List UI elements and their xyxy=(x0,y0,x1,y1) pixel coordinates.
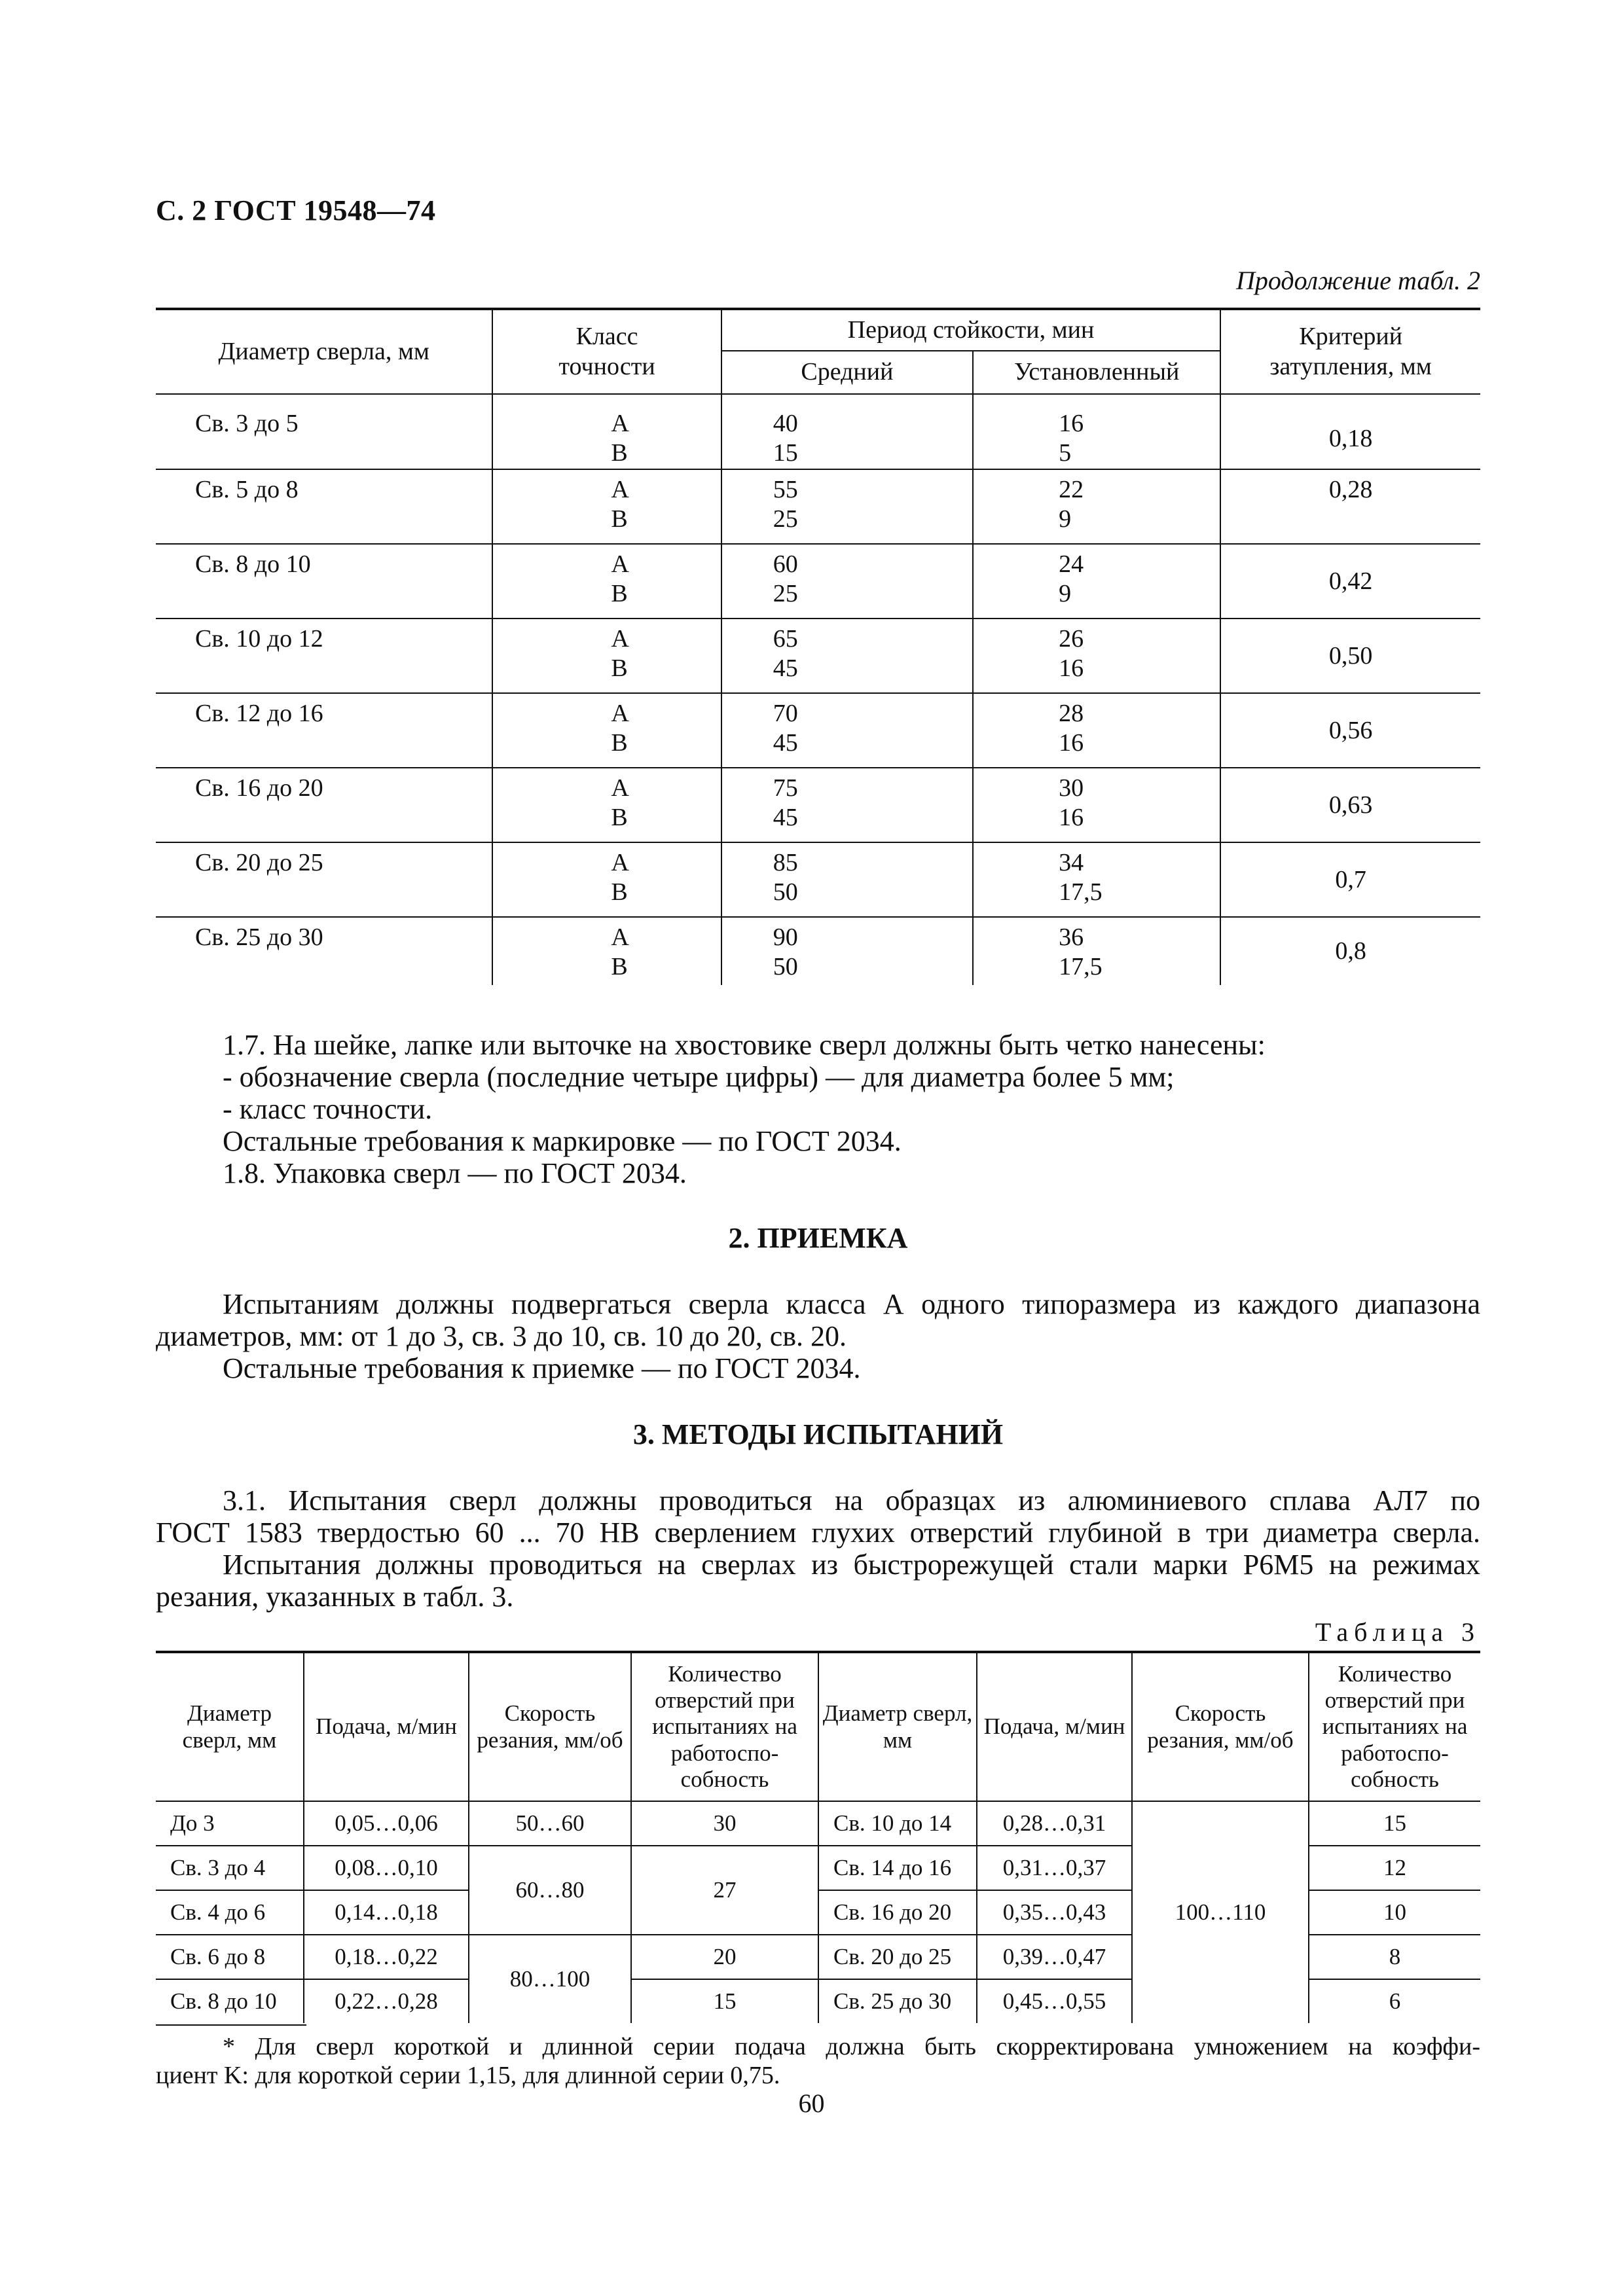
cell-average: 90 50 xyxy=(721,917,973,985)
cell-average: 55 25 xyxy=(721,469,973,544)
header-count-right: Количество отверстий при испытаниях на работоспо-собность xyxy=(1309,1652,1480,1801)
table-row xyxy=(156,842,1480,917)
cell-criterion: 0,56 xyxy=(1220,693,1480,768)
cell-speed-right: 100…110 xyxy=(1132,1801,1309,2023)
cell-count-right: 12 xyxy=(1309,1846,1480,1890)
header-class: Класс точности xyxy=(492,309,721,394)
cell-count: 27 xyxy=(631,1846,818,1935)
cell-established: 16 5 xyxy=(973,394,1220,469)
cell-count-right: 6 xyxy=(1309,1979,1480,2023)
header-period: Период стойкости, мин xyxy=(721,309,1221,351)
cell-feed: 0,22…0,28 xyxy=(304,1979,469,2023)
cell-criterion: 0,7 xyxy=(1220,842,1480,917)
section-3-text xyxy=(156,1484,1480,1613)
cell-criterion: 0,63 xyxy=(1220,768,1480,842)
cell-feed: 0,08…0,10 xyxy=(304,1846,469,1890)
table-row xyxy=(156,619,1480,693)
header-established: Установленный xyxy=(973,351,1220,394)
cell-diameter: Св. 16 до 20 xyxy=(156,768,492,842)
header-average: Средний xyxy=(721,351,973,394)
cell-average: 40 15 xyxy=(721,394,973,469)
cell-diameter: Св. 12 до 16 xyxy=(156,693,492,768)
cell-feed: 0,14…0,18 xyxy=(304,1890,469,1935)
table-row xyxy=(156,544,1480,619)
cell-diameter: Св. 5 до 8 xyxy=(156,469,492,544)
cell-diameter: Св. 3 до 5 xyxy=(156,394,492,469)
para-acceptance-1-cont: диаметров, мм: от 1 до 3, св. 3 до 10, св. 10 до 20, св. 20. xyxy=(156,1320,847,1352)
table-row xyxy=(156,768,1480,842)
footnote-line-1: * Для сверл короткой и длинной серии подача должна быть скорректирована умножением на коэффи- xyxy=(223,2033,1480,2060)
para-3-2-cont: резания, указанных в табл. 3. xyxy=(156,1581,514,1613)
cell-established: 28 16 xyxy=(973,693,1220,768)
cell-diameter: Св. 4 до 6 xyxy=(156,1890,304,1935)
cell-class: А В xyxy=(492,544,721,619)
footnote xyxy=(156,2032,1480,2090)
cell-count-right: 15 xyxy=(1309,1801,1480,1846)
cell-criterion: 0,50 xyxy=(1220,619,1480,693)
cell-criterion: 0,8 xyxy=(1220,917,1480,985)
cell-diameter-right: Св. 16 до 20 xyxy=(818,1890,977,1935)
header-count: Количество отверстий при испытаниях на работоспо-собность xyxy=(631,1652,818,1801)
cell-criterion: 0,28 xyxy=(1220,469,1480,544)
table-row xyxy=(156,917,1480,985)
cell-criterion: 0,42 xyxy=(1220,544,1480,619)
cell-speed: 60…80 xyxy=(469,1846,631,1935)
header-diameter: Диаметр сверла, мм xyxy=(156,309,492,394)
cell-diameter: Св. 3 до 4 xyxy=(156,1846,304,1890)
list-item-designation: - обозначение сверла (последние четыре цифры) — для диаметра более 5 мм; xyxy=(223,1061,1175,1093)
table-row xyxy=(156,1801,1480,1846)
cell-average: 70 45 xyxy=(721,693,973,768)
cell-count: 30 xyxy=(631,1801,818,1846)
header-speed: Скорость резания, мм/об xyxy=(469,1652,631,1801)
para-acceptance-2: Остальные требования к приемке — по ГОСТ 2034. xyxy=(223,1352,861,1384)
cell-established: 22 9 xyxy=(973,469,1220,544)
cell-established: 26 16 xyxy=(973,619,1220,693)
cell-established: 30 16 xyxy=(973,768,1220,842)
cell-criterion: 0,18 xyxy=(1220,394,1480,469)
section-1-text xyxy=(223,1029,1480,1189)
cell-class: А В xyxy=(492,394,721,469)
cell-class: А В xyxy=(492,469,721,544)
cell-count-right: 8 xyxy=(1309,1935,1480,1979)
cell-class: А В xyxy=(492,842,721,917)
cell-diameter: До 3 xyxy=(156,1801,304,1846)
cell-class: А В xyxy=(492,917,721,985)
para-1-8: 1.8. Упаковка сверл — по ГОСТ 2034. xyxy=(223,1157,687,1189)
cell-count: 20 xyxy=(631,1935,818,1979)
footnote-line-2: циент K: для короткой серии 1,15, для длинной серии 0,75. xyxy=(156,2062,780,2089)
cell-class: А В xyxy=(492,693,721,768)
cell-feed-right: 0,39…0,47 xyxy=(977,1935,1132,1979)
cell-feed-right: 0,35…0,43 xyxy=(977,1890,1132,1935)
table-2-continuation xyxy=(156,308,1480,985)
cell-average: 65 45 xyxy=(721,619,973,693)
cell-established: 34 17,5 xyxy=(973,842,1220,917)
cell-feed: 0,05…0,06 xyxy=(304,1801,469,1846)
table-3-caption: Таблица 3 xyxy=(1315,1617,1480,1647)
cell-count-right: 10 xyxy=(1309,1890,1480,1935)
para-1-7: 1.7. На шейке, лапке или выточке на хвостовике сверл должны быть четко нанесены: xyxy=(223,1029,1266,1061)
table-continuation-caption: Продолжение табл. 2 xyxy=(1235,266,1480,295)
cell-class: А В xyxy=(492,619,721,693)
cell-diameter: Св. 20 до 25 xyxy=(156,842,492,917)
cell-diameter: Св. 8 до 10 xyxy=(156,544,492,619)
para-3-1: 3.1. Испытания сверл должны проводиться на образцах из алюминиевого сплава АЛ7 по xyxy=(223,1484,1480,1516)
page-number: 60 xyxy=(798,2089,825,2118)
cell-average: 85 50 xyxy=(721,842,973,917)
table-row xyxy=(156,469,1480,544)
cell-speed: 80…100 xyxy=(469,1935,631,2023)
header-diameter-right: Диаметр сверл, мм xyxy=(818,1652,977,1801)
header-speed-right: Скорость резания, мм/об xyxy=(1132,1652,1309,1801)
footnote-rule xyxy=(156,2024,306,2026)
cell-diameter-right: Св. 10 до 14 xyxy=(818,1801,977,1846)
cell-feed: 0,18…0,22 xyxy=(304,1935,469,1979)
cell-class: А В xyxy=(492,768,721,842)
para-3-2: Испытания должны проводиться на сверлах из быстрорежущей стали марки Р6М5 на режимах xyxy=(223,1549,1480,1581)
cell-average: 60 25 xyxy=(721,544,973,619)
header-criterion: Критерий затупления, мм xyxy=(1220,309,1480,394)
cell-diameter: Св. 8 до 10 xyxy=(170,1988,277,2014)
para-marking: Остальные требования к маркировке — по ГОСТ 2034. xyxy=(223,1125,902,1157)
header-diameter: Диаметр сверл, мм xyxy=(182,1700,277,1753)
para-acceptance-1: Испытаниям должны подвергаться сверла класса А одного типоразмера из каждого диапазона xyxy=(223,1288,1480,1320)
table-2-body xyxy=(156,394,1480,985)
cell-diameter-right: Св. 25 до 30 xyxy=(818,1979,977,2023)
cell-diameter: Св. 25 до 30 xyxy=(195,924,323,951)
page-header: С. 2 ГОСТ 19548—74 xyxy=(156,194,436,226)
table-3 xyxy=(156,1651,1480,2023)
cell-diameter-right: Св. 20 до 25 xyxy=(818,1935,977,1979)
cell-feed-right: 0,28…0,31 xyxy=(977,1801,1132,1846)
table-row xyxy=(156,693,1480,768)
cell-feed-right: 0,45…0,55 xyxy=(977,1979,1132,2023)
cell-established: 24 9 xyxy=(973,544,1220,619)
section-2-text xyxy=(156,1288,1480,1384)
section-2-title: 2. ПРИЕМКА xyxy=(728,1222,908,1254)
cell-speed: 50…60 xyxy=(469,1801,631,1846)
cell-diameter: Св. 6 до 8 xyxy=(156,1935,304,1979)
cell-diameter-right: Св. 14 до 16 xyxy=(818,1846,977,1890)
cell-count: 15 xyxy=(631,1979,818,2023)
para-3-1-cont: ГОСТ 1583 твердостью 60 ... 70 НВ сверлением глухих отверстий глубиной в три диаметра сверла. xyxy=(156,1516,1480,1549)
cell-feed-right: 0,31…0,37 xyxy=(977,1846,1132,1890)
header-feed: Подача, м/мин xyxy=(304,1652,469,1801)
list-item-class: - класс точности. xyxy=(223,1093,433,1125)
header-feed-right: Подача, м/мин xyxy=(977,1652,1132,1801)
table-row xyxy=(156,394,1480,469)
cell-average: 75 45 xyxy=(721,768,973,842)
cell-established: 36 17,5 xyxy=(973,917,1220,985)
cell-diameter: Св. 10 до 12 xyxy=(156,619,492,693)
section-3-title: 3. МЕТОДЫ ИСПЫТАНИЙ xyxy=(632,1418,1004,1450)
